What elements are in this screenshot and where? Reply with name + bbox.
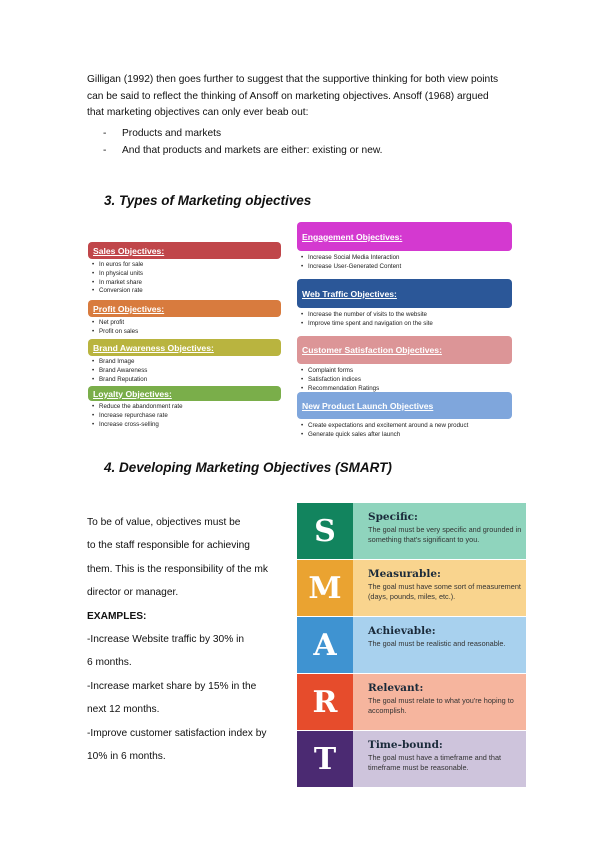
objective-sales-objectives (88, 242, 281, 296)
objective-title: Brand Awareness Objectives: (88, 339, 281, 356)
smart-letter: R (297, 674, 353, 730)
smart-graphic (297, 503, 526, 788)
smart-body (353, 674, 526, 730)
objective-item: • Satisfaction indices (308, 376, 512, 385)
examples-label: EXAMPLES: (87, 610, 147, 622)
text-line: -Increase market share by 15% in the (87, 680, 257, 692)
objective-title: Loyalty Objectives: (88, 386, 281, 401)
smart-letter: T (297, 731, 353, 787)
smart-row-s (297, 503, 526, 559)
smart-row-t (297, 731, 526, 787)
bullet-text: Products and markets (122, 128, 222, 139)
objective-item: • Create expectations and excitement around a new product (308, 422, 512, 431)
text-line: 6 months. (87, 657, 132, 669)
objective-item: • Net profit (99, 319, 281, 328)
objective-item: • In market share (99, 279, 281, 288)
objective-item: • Improve time spent and navigation on the site (308, 320, 512, 329)
smart-row-r (297, 674, 526, 730)
text-line: -Increase Website traffic by 30% in (87, 634, 245, 646)
smart-explanation (87, 511, 297, 768)
objective-item: • Profit on sales (99, 328, 281, 337)
objective-item: • Conversion rate (99, 287, 281, 296)
objective-list (88, 319, 281, 337)
smart-row-a (297, 617, 526, 673)
text-line: To be of value, objectives must be (87, 517, 241, 528)
smart-row-m (297, 560, 526, 616)
objective-item: • Reduce the abandonment rate (99, 403, 281, 412)
objective-brand-awareness-objectives (88, 339, 281, 384)
objective-engagement-objectives (297, 222, 512, 272)
smart-body (353, 731, 526, 787)
smart-letter: A (297, 617, 353, 673)
smart-description: The goal must be very specific and grounded in something that's significant to you. (368, 525, 522, 544)
objective-profit-objectives (88, 300, 281, 337)
objective-title: New Product Launch Objectives (297, 392, 512, 419)
dash-marker: - (103, 145, 107, 156)
objective-list (297, 422, 512, 440)
smart-letter: M (297, 560, 353, 616)
text-line: next 12 months. (87, 704, 160, 716)
smart-title: Achievable: (368, 625, 436, 637)
objective-list (88, 358, 281, 384)
objective-title: Customer Satisfaction Objectives: (297, 336, 512, 364)
text-line: 10% in 6 months. (87, 751, 166, 763)
objective-list (297, 311, 512, 329)
objective-loyalty-objectives (88, 386, 281, 429)
objective-web-traffic-objectives (297, 279, 512, 329)
smart-description: The goal must relate to what you're hoping to accomplish. (368, 696, 514, 715)
text-line: to the staff responsible for achieving (87, 540, 250, 552)
smart-description: The goal must have a timeframe and that timeframe must be reasonable. (368, 753, 502, 772)
objective-list (297, 367, 512, 393)
smart-body (353, 617, 526, 673)
smart-title: Time-bound: (368, 739, 443, 751)
objective-title: Profit Objectives: (88, 300, 281, 317)
objective-item: • Complaint forms (308, 367, 512, 376)
objective-item: • Increase User-Generated Content (308, 263, 512, 272)
smart-title: Relevant: (368, 682, 424, 694)
objective-item: • Increase Social Media Interaction (308, 254, 512, 263)
smart-description: The goal must be realistic and reasonable. (368, 639, 506, 648)
bullet-text: And that products and markets are either: existing or new. (122, 145, 383, 156)
smart-title: Measurable: (368, 568, 441, 580)
smart-letter: S (297, 503, 353, 559)
objective-new-product-launch-objectives (297, 392, 512, 440)
section-heading: 4. Developing Marketing Objectives (SMART) (104, 460, 392, 475)
objective-item: • Brand Awareness (99, 367, 281, 376)
smart-body (353, 503, 526, 559)
intro-paragraph: Gilligan (1992) then goes further to suggest that the supportive thinking for both view points can be said to reflect the thinking of Ansoff on marketing objectives. Ansoff (1968) argued that marketing objectives can only ever beab out: (87, 74, 499, 118)
text-line: -Improve customer satisfaction index by (87, 727, 267, 739)
objective-list (297, 254, 512, 272)
objective-title: Web Traffic Objectives: (297, 279, 512, 308)
objective-list (88, 261, 281, 296)
smart-body (353, 560, 526, 616)
objective-item: • Recommendation Ratings (308, 385, 512, 394)
objective-item: • In euros for sale (99, 261, 281, 270)
objective-item: • Increase the number of visits to the website (308, 311, 512, 320)
objective-item: • Increase cross-selling (99, 421, 281, 430)
objective-list (88, 403, 281, 429)
objective-title: Sales Objectives: (88, 242, 281, 259)
objective-item: • Brand Image (99, 358, 281, 367)
objective-item: • Brand Reputation (99, 376, 281, 385)
objective-title: Engagement Objectives: (297, 222, 512, 251)
objective-customer-satisfaction-objectives (297, 336, 512, 393)
smart-title: Specific: (368, 511, 418, 523)
objective-item: • Generate quick sales after launch (308, 431, 512, 440)
section-heading: 3. Types of Marketing objectives (104, 193, 312, 208)
objective-item: • In physical units (99, 270, 281, 279)
text-line: them. This is the responsibility of the mk (87, 563, 268, 575)
dash-marker: - (103, 128, 107, 139)
objective-item: • Increase repurchase rate (99, 412, 281, 421)
text-line: director or manager. (87, 587, 179, 599)
smart-description: The goal must have some sort of measurement (days, pounds, miles, etc.). (368, 582, 521, 601)
